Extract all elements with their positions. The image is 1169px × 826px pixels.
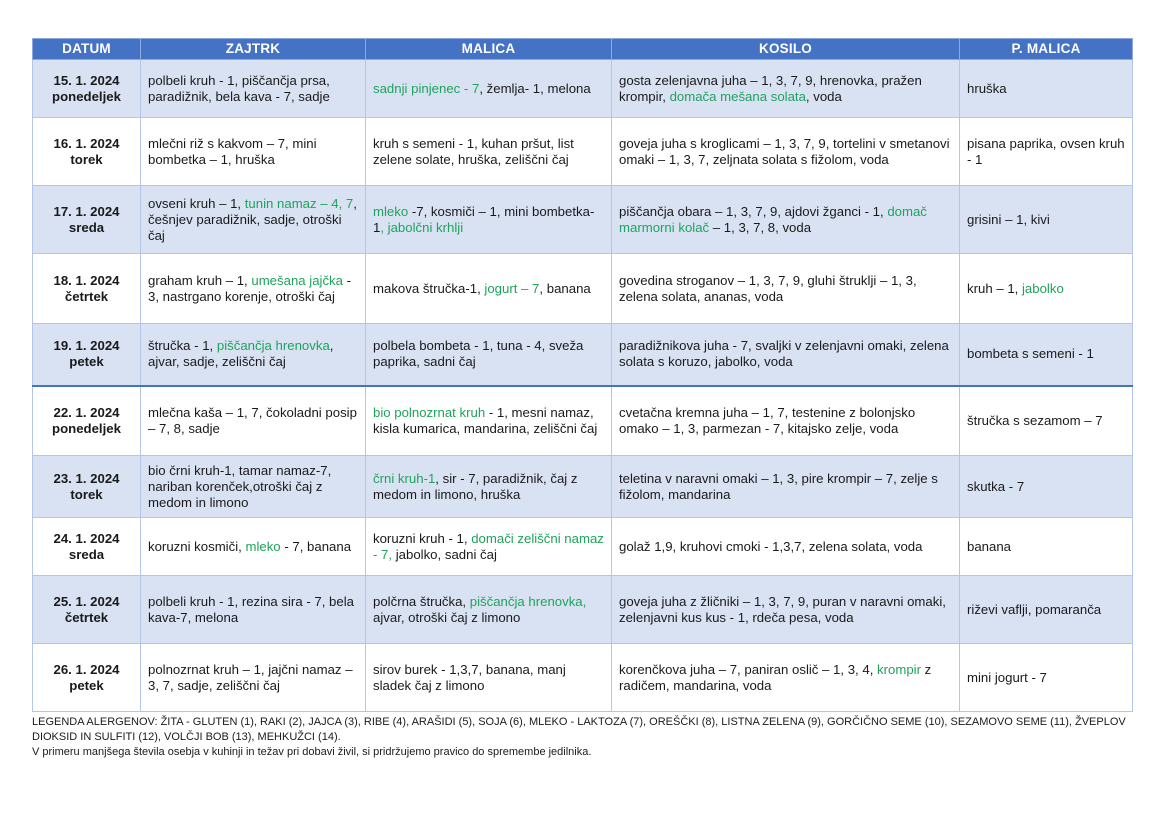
cell-p-malica [960,576,1133,644]
menu-row [33,456,1133,518]
highlighted-item: domači zeliščni namaz - 7, [373,530,604,562]
menu-row [33,186,1133,254]
day-name: petek [69,354,104,370]
menu-text: cvetačna kremna juha – 1, 7, testenine z bolonjsko omako – 1, 3, parmezan - 7, kitajsko zelje, voda [619,404,916,436]
day-name: ponedeljek [52,420,121,436]
date-value: 17. 1. 2024 [53,203,120,219]
menu-text: štručka - 1, [148,338,217,354]
cell-zajtrk [141,386,366,456]
cell-date [33,386,141,456]
cell-zajtrk [141,456,366,518]
cell-malica [366,60,612,118]
cell-zajtrk [141,518,366,576]
menu-text: polbeli kruh - 1, piščančja prsa, paradižnik, bela kava - 7, sadje [148,72,330,104]
cell-malica [366,324,612,386]
day-name: ponedeljek [52,88,121,104]
menu-text: koruzni kosmiči, [148,538,246,554]
highlighted-item: tunin namaz – 4, 7 [244,195,354,211]
date-value: 18. 1. 2024 [53,272,120,288]
menu-change-note: V primeru manjšega števila osebja v kuhinji in težav pri dobavi živil, si pridržujemo pravico do spremembe jedilnika. [32,746,592,758]
menu-text: - 1, mesni namaz, kisla kumarica, mandarina, zeliščni čaj [373,404,598,436]
menu-row [33,118,1133,186]
cell-zajtrk [141,186,366,254]
cell-malica [366,644,612,712]
menu-row [33,518,1133,576]
cell-malica [366,186,612,254]
header-p-malica: P. MALICA [960,39,1133,60]
cell-kosilo [612,254,960,324]
day-name: torek [70,486,103,502]
header-row [33,39,1133,60]
menu-text: - 7, banana [280,538,352,554]
cell-date [33,60,141,118]
cell-p-malica [960,118,1133,186]
cell-zajtrk [141,644,366,712]
cell-kosilo [612,118,960,186]
date-value: 22. 1. 2024 [53,404,120,420]
cell-date [33,186,141,254]
cell-malica [366,518,612,576]
cell-malica [366,118,612,186]
highlighted-item: jogurt – 7 [484,280,540,296]
menu-text: teletina v naravni omaki – 1, 3, pire krompir – 7, zelje s fižolom, mandarina [619,470,938,502]
cell-p-malica [960,60,1133,118]
menu-text: , banana [539,280,591,296]
menu-row [33,576,1133,644]
cell-date [33,644,141,712]
menu-text: – 1, 3, 7, 8, voda [709,219,812,235]
cell-date [33,456,141,518]
menu-text: mini jogurt - 7 [967,669,1047,685]
menu-text: bombeta s semeni - 1 [967,346,1094,362]
day-name: četrtek [64,288,109,304]
highlighted-item: mleko [245,538,281,554]
menu-text: ajvar, otroški čaj z limono [373,609,521,625]
menu-text: mlečni riž s kakvom – 7, mini bombetka – 1, hruška [148,135,317,167]
cell-kosilo [612,386,960,456]
menu-text: hruška [967,80,1007,96]
header-kosilo: KOSILO [612,39,960,60]
highlighted-item: črni kruh-1 [373,470,436,486]
menu-text: skutka - 7 [967,478,1025,494]
day-name: četrtek [64,609,109,625]
menu-text: , sir - 7, paradižnik, čaj z medom in limono, hruška [373,470,578,502]
date-value: 19. 1. 2024 [53,338,120,354]
cell-kosilo [612,644,960,712]
cell-p-malica [960,324,1133,386]
highlighted-item: , jabolčni krhlji [380,219,464,235]
date-value: 24. 1. 2024 [53,530,120,546]
menu-text: banana [967,538,1012,554]
date-value: 15. 1. 2024 [53,72,120,88]
cell-kosilo [612,186,960,254]
day-name: sreda [68,219,105,235]
menu-sheet [32,38,1132,760]
menu-text: ovseni kruh – 1, [148,195,245,211]
cell-date [33,576,141,644]
cell-p-malica [960,386,1133,456]
menu-text: golaž 1,9, kruhovi cmoki - 1,3,7, zelena solata, voda [619,538,923,554]
menu-text: z radičem, mandarina, voda [619,661,932,693]
cell-date [33,518,141,576]
date-value: 26. 1. 2024 [53,661,120,677]
menu-text: korenčkova juha – 7, paniran oslič – 1, 3, 4, [619,661,878,677]
highlighted-item: krompir [877,661,922,677]
menu-text: koruzni kruh - 1, [373,530,472,546]
header-zajtrk: ZAJTRK [141,39,366,60]
header-malica: MALICA [366,39,612,60]
menu-table [32,38,1133,712]
cell-kosilo [612,324,960,386]
menu-text: polčrna štručka, [373,593,470,609]
menu-text: grisini – 1, kivi [967,211,1050,227]
menu-text: sirov burek - 1,3,7, banana, manj sladek čaj z limono [373,661,566,693]
menu-text: mlečna kaša – 1, 7, čokoladni posip – 7, 8, sadje [148,404,357,436]
cell-zajtrk [141,254,366,324]
cell-kosilo [612,576,960,644]
menu-text: goveja juha z žličniki – 1, 3, 7, 9, puran v naravni omaki, zelenjavni kus kus - 1, rdeča pesa, voda [619,593,946,625]
menu-text: -7, kosmiči – 1, mini bombetka-1 [373,203,595,235]
menu-text: - 3, nastrgano korenje, otroški čaj [148,272,352,304]
cell-zajtrk [141,576,366,644]
cell-malica [366,254,612,324]
date-value: 16. 1. 2024 [53,135,120,151]
cell-date [33,324,141,386]
day-name: sreda [68,546,105,562]
menu-text: govedina stroganov – 1, 3, 7, 9, gluhi štruklji – 1, 3, zelena solata, ananas, voda [619,272,917,304]
menu-row [33,386,1133,456]
menu-text: kruh s semeni - 1, kuhan pršut, list zelene solate, hruška, zeliščni čaj [373,135,574,167]
cell-p-malica [960,644,1133,712]
cell-kosilo [612,518,960,576]
menu-text: pisana paprika, ovsen kruh - 1 [967,135,1125,167]
menu-text: riževi vaflji, pomaranča [967,601,1102,617]
date-value: 23. 1. 2024 [53,470,120,486]
menu-row [33,644,1133,712]
legend [32,715,1132,760]
cell-malica [366,576,612,644]
menu-text: goveja juha s kroglicami – 1, 3, 7, 9, tortelini v smetanovi omaki – 1, 3, 7, zeljnata solata s fižolom, voda [619,135,950,167]
cell-p-malica [960,254,1133,324]
menu-body [33,60,1133,712]
allergen-legend: LEGENDA ALERGENOV: ŽITA - GLUTEN (1), RAKI (2), JAJCA (3), RIBE (4), ARAŠIDI (5), SOJA (6), MLEKO - LAKTOZA (7), OREŠČKI (8), LISTNA ZELENA (9), GORČIČNO SEME (10), SEZAMOVO SEME (11), ŽVEPLOV DIOKSID IN SULFITI (12), VOLČJI BOB (13), MEHKUŽCI (14). [32,716,1126,743]
day-name: torek [70,151,103,167]
cell-kosilo [612,60,960,118]
menu-text: bio črni kruh-1, tamar namaz-7, nariban korenček,otroški čaj z medom in limono [148,462,332,510]
menu-text: , češnjev paradižnik, sadje, otroški čaj [148,195,357,243]
menu-text: jabolko, sadni čaj [392,546,497,562]
day-name: petek [69,677,104,693]
highlighted-item: piščančja hrenovka [216,338,330,354]
cell-p-malica [960,456,1133,518]
menu-row [33,254,1133,324]
date-value: 25. 1. 2024 [53,593,120,609]
menu-text: štručka s sezamom – 7 [967,412,1103,428]
menu-text: piščančja obara – 1, 3, 7, 9, ajdovi žganci - 1, [619,203,888,219]
cell-zajtrk [141,324,366,386]
highlighted-item: jabolko [1021,280,1064,296]
cell-p-malica [960,186,1133,254]
menu-text: graham kruh – 1, [148,272,252,288]
menu-text: polbeli kruh - 1, rezina sira - 7, bela kava-7, melona [148,593,354,625]
cell-malica [366,386,612,456]
menu-text: , ajvar, sadje, zeliščni čaj [148,338,334,370]
cell-zajtrk [141,60,366,118]
menu-text: kruh – 1, [967,280,1022,296]
highlighted-item: umešana jajčka [251,272,343,288]
menu-row [33,324,1133,386]
highlighted-item: domač marmorni kolač [619,203,927,235]
cell-zajtrk [141,118,366,186]
highlighted-item: bio polnozrnat kruh [373,404,486,420]
cell-p-malica [960,518,1133,576]
menu-text: paradižnikova juha - 7, svaljki v zelenjavni omaki, zelena solata s koruzo, jabolko, voda [619,338,949,370]
cell-date [33,254,141,324]
menu-text: , žemlja- 1, melona [479,80,591,96]
highlighted-item: domača mešana solata [669,88,806,104]
cell-date [33,118,141,186]
header-datum: DATUM [33,39,141,60]
cell-malica [366,456,612,518]
menu-row [33,60,1133,118]
menu-text: makova štručka-1, [373,280,485,296]
menu-text: polbela bombeta - 1, tuna - 4, sveža paprika, sadni čaj [373,338,584,370]
menu-text: , voda [805,88,842,104]
highlighted-item: piščančja hrenovka, [469,593,587,609]
cell-kosilo [612,456,960,518]
menu-text: gosta zelenjavna juha – 1, 3, 7, 9, hrenovka, pražen krompir, [619,72,922,104]
highlighted-item: mleko [373,203,409,219]
highlighted-item: sadnji pinjenec - 7 [373,80,480,96]
menu-text: polnozrnat kruh – 1, jajčni namaz – 3, 7, sadje, zeliščni čaj [148,661,353,693]
